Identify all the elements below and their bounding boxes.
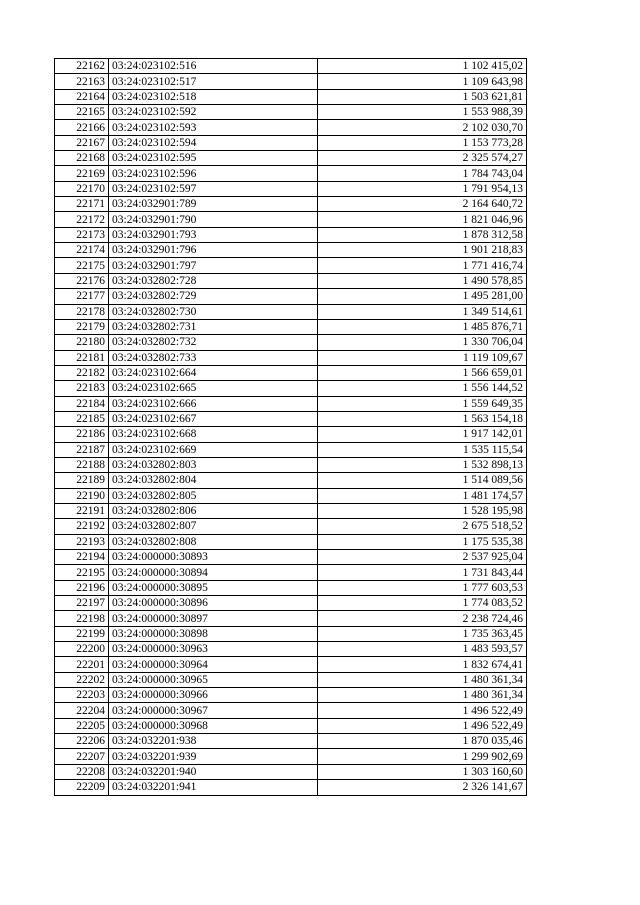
cadastral-value-cell: 1 528 195,98 [318, 503, 527, 518]
table-row [55, 457, 527, 472]
cadastral-number-cell: 03:24:032802:730 [109, 304, 318, 319]
row-number-cell: 22179 [55, 319, 109, 334]
row-number-cell: 22190 [55, 488, 109, 503]
row-number-cell: 22207 [55, 749, 109, 764]
row-number-cell: 22197 [55, 596, 109, 611]
cadastral-number-cell: 03:24:032901:790 [109, 212, 318, 227]
cadastral-number-cell: 03:24:023102:669 [109, 442, 318, 457]
table-row [55, 688, 527, 703]
cadastral-value-table [54, 58, 527, 796]
table-row [55, 350, 527, 365]
table-row [55, 319, 527, 334]
cadastral-number-cell: 03:24:023102:665 [109, 381, 318, 396]
row-number-cell: 22195 [55, 565, 109, 580]
cadastral-number-cell: 03:24:032802:806 [109, 503, 318, 518]
row-number-cell: 22173 [55, 227, 109, 242]
table-row [55, 273, 527, 288]
row-number-cell: 22168 [55, 151, 109, 166]
table-row [55, 151, 527, 166]
row-number-cell: 22191 [55, 503, 109, 518]
cadastral-number-cell: 03:24:000000:30894 [109, 565, 318, 580]
cadastral-value-cell: 2 537 925,04 [318, 550, 527, 565]
cadastral-value-cell: 1 917 142,01 [318, 427, 527, 442]
table-row [55, 258, 527, 273]
cadastral-number-cell: 03:24:000000:30895 [109, 580, 318, 595]
cadastral-number-cell: 03:24:023102:516 [109, 59, 318, 74]
row-number-cell: 22183 [55, 381, 109, 396]
cadastral-value-cell: 2 326 141,67 [318, 780, 527, 795]
cadastral-value-cell: 1 175 535,38 [318, 534, 527, 549]
row-number-cell: 22170 [55, 181, 109, 196]
cadastral-value-cell: 2 675 518,52 [318, 519, 527, 534]
cadastral-number-cell: 03:24:032802:729 [109, 289, 318, 304]
cadastral-number-cell: 03:24:023102:666 [109, 396, 318, 411]
cadastral-value-cell: 1 566 659,01 [318, 365, 527, 380]
table-row [55, 534, 527, 549]
row-number-cell: 22182 [55, 365, 109, 380]
table-row [55, 764, 527, 779]
table-row [55, 212, 527, 227]
table-body [55, 59, 527, 796]
row-number-cell: 22199 [55, 626, 109, 641]
cadastral-value-cell: 1 791 954,13 [318, 181, 527, 196]
row-number-cell: 22181 [55, 350, 109, 365]
cadastral-number-cell: 03:24:032802:733 [109, 350, 318, 365]
table-row [55, 105, 527, 120]
cadastral-number-cell: 03:24:032201:940 [109, 764, 318, 779]
cadastral-value-cell: 2 238 724,46 [318, 611, 527, 626]
cadastral-number-cell: 03:24:000000:30967 [109, 703, 318, 718]
table-row [55, 611, 527, 626]
cadastral-number-cell: 03:24:023102:518 [109, 89, 318, 104]
row-number-cell: 22188 [55, 457, 109, 472]
row-number-cell: 22202 [55, 672, 109, 687]
cadastral-number-cell: 03:24:032802:731 [109, 319, 318, 334]
table-row [55, 550, 527, 565]
cadastral-number-cell: 03:24:023102:592 [109, 105, 318, 120]
row-number-cell: 22178 [55, 304, 109, 319]
row-number-cell: 22163 [55, 74, 109, 89]
cadastral-value-cell: 1 731 843,44 [318, 565, 527, 580]
table-row [55, 135, 527, 150]
row-number-cell: 22162 [55, 59, 109, 74]
table-row [55, 749, 527, 764]
cadastral-value-cell: 1 503 621,81 [318, 89, 527, 104]
cadastral-value-cell: 1 483 593,57 [318, 642, 527, 657]
row-number-cell: 22166 [55, 120, 109, 135]
cadastral-value-cell: 1 553 988,39 [318, 105, 527, 120]
row-number-cell: 22204 [55, 703, 109, 718]
cadastral-value-cell: 1 514 089,56 [318, 473, 527, 488]
cadastral-number-cell: 03:24:032201:941 [109, 780, 318, 795]
table-row [55, 442, 527, 457]
cadastral-number-cell: 03:24:000000:30966 [109, 688, 318, 703]
table-row [55, 580, 527, 595]
cadastral-number-cell: 03:24:032201:939 [109, 749, 318, 764]
row-number-cell: 22193 [55, 534, 109, 549]
table-row [55, 734, 527, 749]
row-number-cell: 22164 [55, 89, 109, 104]
cadastral-value-cell: 1 735 363,45 [318, 626, 527, 641]
table-row [55, 642, 527, 657]
row-number-cell: 22167 [55, 135, 109, 150]
row-number-cell: 22180 [55, 335, 109, 350]
cadastral-value-cell: 1 495 281,00 [318, 289, 527, 304]
cadastral-value-cell: 1 303 160,60 [318, 764, 527, 779]
cadastral-number-cell: 03:24:000000:30897 [109, 611, 318, 626]
cadastral-value-cell: 1 771 416,74 [318, 258, 527, 273]
cadastral-value-cell: 2 325 574,27 [318, 151, 527, 166]
row-number-cell: 22174 [55, 243, 109, 258]
cadastral-number-cell: 03:24:032802:728 [109, 273, 318, 288]
row-number-cell: 22192 [55, 519, 109, 534]
table-row [55, 304, 527, 319]
cadastral-number-cell: 03:24:023102:597 [109, 181, 318, 196]
row-number-cell: 22200 [55, 642, 109, 657]
cadastral-number-cell: 03:24:023102:667 [109, 411, 318, 426]
cadastral-value-cell: 1 109 643,98 [318, 74, 527, 89]
table-row [55, 657, 527, 672]
cadastral-number-cell: 03:24:000000:30964 [109, 657, 318, 672]
row-number-cell: 22184 [55, 396, 109, 411]
cadastral-value-cell: 1 901 218,83 [318, 243, 527, 258]
row-number-cell: 22169 [55, 166, 109, 181]
cadastral-number-cell: 03:24:032802:804 [109, 473, 318, 488]
cadastral-number-cell: 03:24:032201:938 [109, 734, 318, 749]
row-number-cell: 22209 [55, 780, 109, 795]
row-number-cell: 22208 [55, 764, 109, 779]
table-row [55, 120, 527, 135]
table-row [55, 243, 527, 258]
cadastral-value-cell: 2 102 030,70 [318, 120, 527, 135]
table-row [55, 289, 527, 304]
row-number-cell: 22196 [55, 580, 109, 595]
cadastral-number-cell: 03:24:032901:797 [109, 258, 318, 273]
cadastral-number-cell: 03:24:032802:808 [109, 534, 318, 549]
table-row [55, 718, 527, 733]
table-row [55, 503, 527, 518]
row-number-cell: 22171 [55, 197, 109, 212]
table-row [55, 519, 527, 534]
cadastral-value-cell: 1 821 046,96 [318, 212, 527, 227]
cadastral-value-cell: 1 490 578,85 [318, 273, 527, 288]
cadastral-value-cell: 1 330 706,04 [318, 335, 527, 350]
row-number-cell: 22177 [55, 289, 109, 304]
cadastral-number-cell: 03:24:023102:595 [109, 151, 318, 166]
cadastral-value-cell: 1 480 361,34 [318, 688, 527, 703]
row-number-cell: 22186 [55, 427, 109, 442]
row-number-cell: 22198 [55, 611, 109, 626]
table-row [55, 703, 527, 718]
table-row [55, 780, 527, 795]
cadastral-number-cell: 03:24:032802:807 [109, 519, 318, 534]
row-number-cell: 22187 [55, 442, 109, 457]
cadastral-value-cell: 1 496 522,49 [318, 718, 527, 733]
row-number-cell: 22194 [55, 550, 109, 565]
cadastral-number-cell: 03:24:000000:30965 [109, 672, 318, 687]
row-number-cell: 22206 [55, 734, 109, 749]
cadastral-number-cell: 03:24:032901:796 [109, 243, 318, 258]
cadastral-value-cell: 1 777 603,53 [318, 580, 527, 595]
cadastral-number-cell: 03:24:023102:594 [109, 135, 318, 150]
cadastral-value-cell: 1 878 312,58 [318, 227, 527, 242]
cadastral-value-cell: 1 559 649,35 [318, 396, 527, 411]
cadastral-value-cell: 1 832 674,41 [318, 657, 527, 672]
cadastral-number-cell: 03:24:032802:803 [109, 457, 318, 472]
table-row [55, 411, 527, 426]
row-number-cell: 22203 [55, 688, 109, 703]
table-row [55, 672, 527, 687]
table-row [55, 166, 527, 181]
row-number-cell: 22176 [55, 273, 109, 288]
table-row [55, 427, 527, 442]
cadastral-value-cell: 1 535 115,54 [318, 442, 527, 457]
document-page [54, 58, 527, 796]
cadastral-number-cell: 03:24:032901:789 [109, 197, 318, 212]
row-number-cell: 22172 [55, 212, 109, 227]
cadastral-number-cell: 03:24:023102:593 [109, 120, 318, 135]
table-row [55, 197, 527, 212]
cadastral-value-cell: 1 481 174,57 [318, 488, 527, 503]
table-row [55, 335, 527, 350]
cadastral-value-cell: 1 480 361,34 [318, 672, 527, 687]
row-number-cell: 22189 [55, 473, 109, 488]
cadastral-value-cell: 1 102 415,02 [318, 59, 527, 74]
cadastral-number-cell: 03:24:023102:664 [109, 365, 318, 380]
cadastral-number-cell: 03:24:000000:30898 [109, 626, 318, 641]
cadastral-value-cell: 1 870 035,46 [318, 734, 527, 749]
cadastral-number-cell: 03:24:032802:732 [109, 335, 318, 350]
cadastral-value-cell: 1 556 144,52 [318, 381, 527, 396]
cadastral-value-cell: 1 349 514,61 [318, 304, 527, 319]
cadastral-value-cell: 1 485 876,71 [318, 319, 527, 334]
table-row [55, 365, 527, 380]
row-number-cell: 22165 [55, 105, 109, 120]
cadastral-value-cell: 1 299 902,69 [318, 749, 527, 764]
cadastral-value-cell: 1 119 109,67 [318, 350, 527, 365]
cadastral-value-cell: 1 532 898,13 [318, 457, 527, 472]
cadastral-value-cell: 1 774 083,52 [318, 596, 527, 611]
cadastral-number-cell: 03:24:032901:793 [109, 227, 318, 242]
cadastral-number-cell: 03:24:023102:596 [109, 166, 318, 181]
table-row [55, 565, 527, 580]
table-row [55, 396, 527, 411]
table-row [55, 488, 527, 503]
table-row [55, 89, 527, 104]
cadastral-number-cell: 03:24:000000:30896 [109, 596, 318, 611]
cadastral-number-cell: 03:24:023102:668 [109, 427, 318, 442]
table-row [55, 381, 527, 396]
row-number-cell: 22175 [55, 258, 109, 273]
cadastral-number-cell: 03:24:000000:30963 [109, 642, 318, 657]
cadastral-number-cell: 03:24:032802:805 [109, 488, 318, 503]
row-number-cell: 22201 [55, 657, 109, 672]
row-number-cell: 22185 [55, 411, 109, 426]
cadastral-value-cell: 1 784 743,04 [318, 166, 527, 181]
table-row [55, 227, 527, 242]
table-row [55, 181, 527, 196]
cadastral-value-cell: 1 496 522,49 [318, 703, 527, 718]
cadastral-number-cell: 03:24:023102:517 [109, 74, 318, 89]
cadastral-number-cell: 03:24:000000:30893 [109, 550, 318, 565]
cadastral-value-cell: 1 153 773,28 [318, 135, 527, 150]
table-row [55, 74, 527, 89]
table-row [55, 596, 527, 611]
cadastral-number-cell: 03:24:000000:30968 [109, 718, 318, 733]
table-row [55, 473, 527, 488]
cadastral-value-cell: 2 164 640,72 [318, 197, 527, 212]
table-row [55, 626, 527, 641]
cadastral-value-cell: 1 563 154,18 [318, 411, 527, 426]
table-row [55, 59, 527, 74]
row-number-cell: 22205 [55, 718, 109, 733]
